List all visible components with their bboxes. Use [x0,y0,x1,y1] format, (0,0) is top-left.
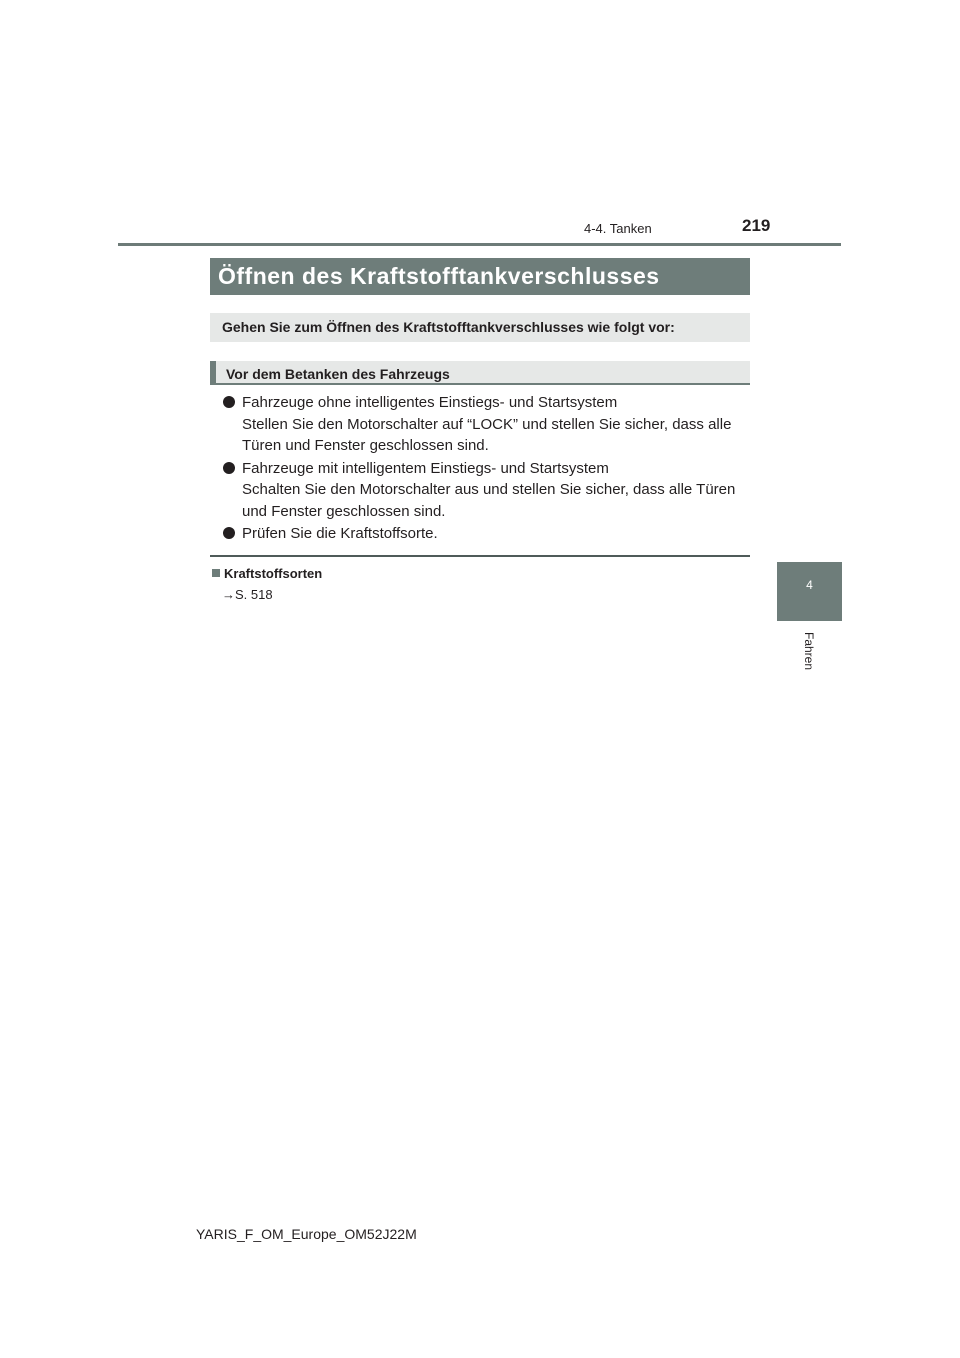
square-bullet-icon [212,569,220,577]
page-number: 219 [742,216,771,235]
bullet-list [222,392,750,545]
separator [210,555,750,557]
chapter-label: Fahren [802,632,816,671]
bullet-icon [223,396,235,408]
list-item [222,523,750,545]
note-heading-text: Kraftstoffsorten [224,566,323,581]
intro-text: Gehen Sie zum Öffnen des Kraftstofftankverschlusses wie folgt vor: [210,313,750,342]
bullet-text: Schalten Sie den Motorschalter aus und stellen Sie sicher, dass alle Türen und Fenster geschlossen sind. [242,481,736,520]
list-item [222,458,750,523]
chapter-number: 4 [806,578,813,592]
bullet-heading: Prüfen Sie die Kraftstoffsorte. [242,525,438,542]
header-section: 4-4. Tanken [584,221,652,236]
note-heading [212,566,322,581]
list-item [222,392,750,457]
footer-code: YARIS_F_OM_Europe_OM52J22M [196,1226,417,1242]
chapter-tab [777,562,842,621]
page-title: Öffnen des Kraftstofftankverschlusses [210,258,750,295]
bullet-icon [223,462,235,474]
note-reference[interactable]: →S. 518 [222,587,273,602]
bullet-heading: Fahrzeuge ohne intelligentes Einstiegs- und Startsystem [242,394,618,411]
bullet-heading: Fahrzeuge mit intelligentem Einstiegs- und Startsystem [242,459,609,477]
header-rule [118,243,841,246]
subheading: Vor dem Betanken des Fahrzeugs [210,361,750,385]
bullet-icon [223,527,235,539]
bullet-text: Stellen Sie den Motorschalter auf “LOCK” und stellen Sie sicher, dass alle Türen und Fenster geschlossen sind. [242,415,732,454]
